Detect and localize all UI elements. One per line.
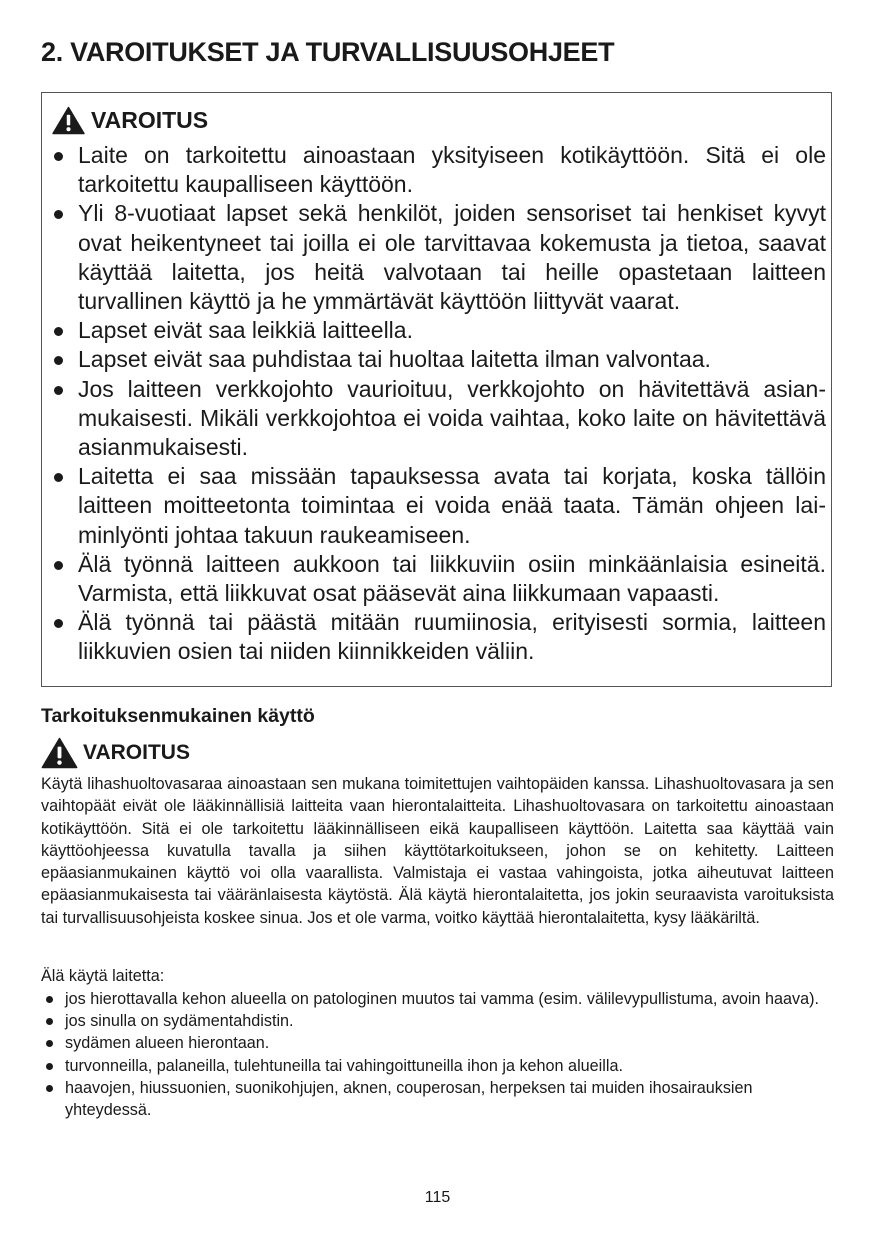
list-item: haavojen, hiussuonien, suonikohjujen, aknen, couperosan, herpeksen tai muiden ihosairauksien yhteydessä. xyxy=(41,1077,834,1121)
warning-heading-label: VAROITUS xyxy=(91,107,209,133)
intended-use-warning-label: VAROITUS xyxy=(83,741,190,764)
warning-triangle-icon xyxy=(41,737,78,769)
list-item: jos sinulla on sydämentahdistin. xyxy=(41,1010,834,1032)
page-number: 115 xyxy=(424,1189,451,1206)
warning-item: Jos laitteen verkkojohto vaurioituu, verkkojohto on hävitettävä asianmukaisesti. Mikäli verkkojohtoa ei voida vaihtaa, koko laite on hävitettävä asianmukaisesti. xyxy=(50,375,826,463)
list-item: sydämen alueen hierontaan. xyxy=(41,1032,834,1054)
list-item: jos hierottavalla kehon alueella on patologinen muutos tai vamma (esim. välilevypullistuma, avoin haava). xyxy=(41,988,834,1010)
warning-box xyxy=(41,92,832,687)
intended-use-heading: Tarkoituksenmukainen käyttö xyxy=(41,705,315,727)
do-not-use-intro: Älä käytä laitetta: xyxy=(41,967,165,985)
warning-item: Älä työnnä laitteen aukkoon tai liikkuviin osiin minkäänlaisia esineitä. Varmista, että liikkuvat osat pääsevät aina liikkumaan vapaasti. xyxy=(50,550,826,608)
intended-use-warning-heading xyxy=(41,737,190,769)
warning-item: Älä työnnä tai päästä mitään ruumiinosia, erityisesti sormia, laitteen liikkuvien osien tai niiden kiinnikkeiden väliin. xyxy=(50,608,826,666)
warning-item: Laitetta ei saa missään tapauksessa avata tai korjata, koska tällöin laitteen moitteetonta toimintaa ei voida enää taata. Tämän ohjeen laiminlyönti johtaa takuun raukeamiseen. xyxy=(50,462,826,550)
warning-item: Yli 8-vuotiaat lapset sekä henkilöt, joiden sensoriset tai henkiset kyvyt ovat heikentyneet tai joilla ei ole tarvittavaa kokemusta ja tietoa, saavat käyttää laitetta, jos heitä valvotaan tai heille opastetaan laitteen turvallinen käyttö ja he ymmärtävät käyttöön liittyvät vaarat. xyxy=(50,199,826,316)
list-item: turvonneilla, palaneilla, tulehtuneilla tai vahingoittuneilla ihon ja kehon alueilla. xyxy=(41,1055,834,1077)
intended-use-paragraph: Käytä lihashuoltovasaraa ainoastaan sen mukana toimitettujen vaihtopäiden kanssa. Lihashuoltovasara ja sen vaihtopäät eivät ole lääkinnällisiä laitteita vaan hierontalaitteita. Lihashuoltovasara on tarkoitettu ainoastaan kotikäyttöön. Sitä ei ole tarkoitettu lääkinnälliseen eikä kaupalliseen käyttöön. Laitetta saa käyttää vain käyttöohjeessa kuvatulla tavalla ja siihen käyttötarkoitukseen, johon se on kehitetty. Laitteen epäasianmukainen käyttö voi olla vaarallista. Valmistaja ei vastaa vahingoista, jotka aiheutuvat laitteen epäasianmukaisesta tai vääränlaisesta käytöstä. Älä käytä hierontalaitetta, jos jokin seuraavista varoituksista tai turvallisuusohjeista koskee sinua. Jos et ole varma, voitko käyttää hierontalaitetta, kysy lääkäriltä. xyxy=(41,775,834,927)
warning-heading xyxy=(52,106,208,135)
warning-triangle-icon xyxy=(52,106,85,135)
warning-list xyxy=(50,141,826,667)
warning-item: Lapset eivät saa puhdistaa tai huoltaa laitetta ilman valvontaa. xyxy=(50,345,826,374)
do-not-use-list xyxy=(41,988,834,1121)
section-title: 2. VAROITUKSET JA TURVALLISUUSOHJEET xyxy=(41,37,615,67)
warning-item: Laite on tarkoitettu ainoastaan yksityiseen kotikäyttöön. Sitä ei ole tarkoitettu kaupalliseen käyttöön. xyxy=(50,141,826,199)
warning-item: Lapset eivät saa leikkiä laitteella. xyxy=(50,316,826,345)
